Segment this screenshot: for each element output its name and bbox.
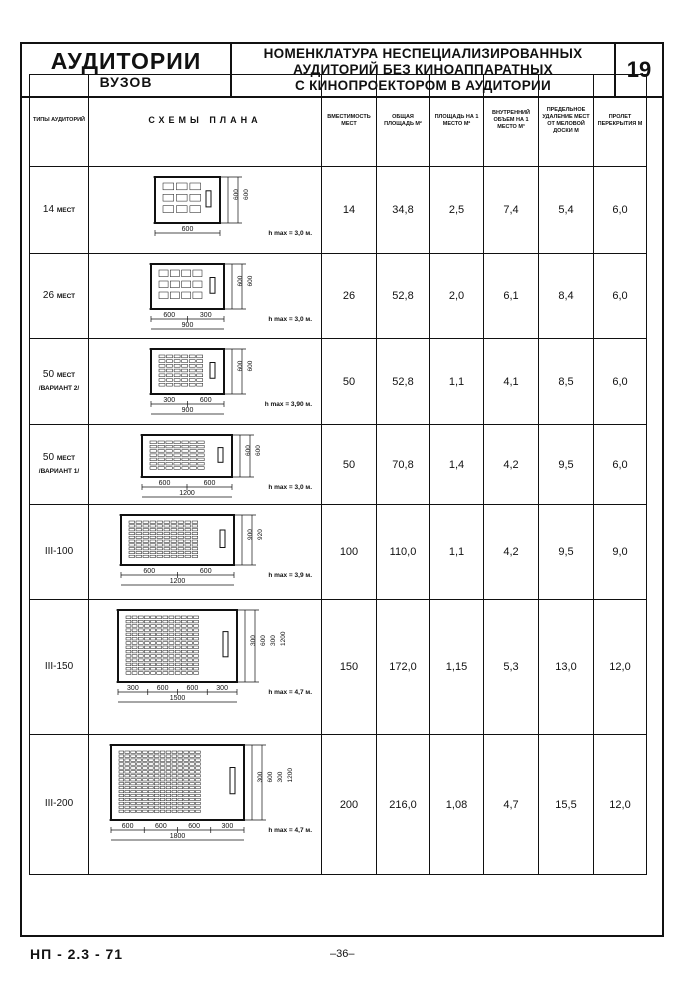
dimension-label: 600 — [237, 360, 244, 371]
dimension-label: 600 — [199, 396, 212, 404]
dimension-label: 600 — [143, 567, 156, 575]
col-type: ТИПЫ АУДИТОРИЙ — [30, 75, 89, 167]
seating-grid — [126, 616, 199, 674]
max-height-label: h max = 3,9 м. — [268, 571, 312, 579]
type-suffix: МЕСТ — [56, 371, 76, 379]
cell-area-per-seat: 1,1 — [430, 339, 484, 425]
cell-type — [30, 339, 89, 425]
dimension-label: 600 — [163, 311, 176, 319]
seating-grid — [119, 751, 200, 813]
seating-grid — [159, 355, 203, 386]
dimension-lines — [149, 264, 246, 309]
dimension-label: 600 — [247, 275, 254, 286]
room-outline — [111, 745, 244, 820]
cell-max-distance: 8,4 — [539, 254, 594, 339]
cell-span: 12,0 — [594, 600, 647, 735]
dimension-label: 300 — [257, 771, 264, 782]
subject-line-3: С КИНОПРОЕКТОРОМ В АУДИТОРИИ — [294, 78, 552, 93]
dimension-label: 600 — [255, 444, 262, 456]
dimension-label: 300 — [250, 634, 257, 646]
total-dimension-label: 900 — [181, 406, 194, 414]
cell-type — [30, 600, 89, 735]
auditoriums-table — [29, 74, 647, 875]
cell-span: 6,0 — [594, 254, 647, 339]
sheet-number: 19 — [626, 57, 652, 82]
total-dimension-label: 1800 — [169, 832, 186, 840]
dimension-label: 600 — [233, 188, 240, 200]
cell-type — [30, 167, 89, 254]
cell-capacity: 50 — [322, 425, 377, 505]
table-row — [30, 339, 647, 425]
dimension-label: 600 — [186, 684, 199, 692]
dimension-label: 600 — [243, 188, 250, 200]
seating-grid — [150, 441, 204, 469]
page-number: –36– — [330, 948, 355, 960]
col-span: ПРОЛЕТ ПЕРЕКРЫТИЯ М — [594, 75, 647, 167]
dimension-label: 900 — [247, 528, 254, 540]
dimension-label: 300 — [216, 684, 228, 692]
room-outline — [151, 264, 224, 309]
cell-volume-per-seat: 4,2 — [484, 505, 539, 600]
cell-area: 110,0 — [377, 505, 430, 600]
cell-volume-per-seat: 4,2 — [484, 425, 539, 505]
dimension-label: 600 — [267, 771, 274, 782]
floor-plan-drawing — [90, 256, 320, 337]
dimension-label: 600 — [237, 275, 244, 286]
seating-grid — [129, 521, 198, 558]
cell-plan — [89, 167, 322, 254]
table-body — [30, 167, 647, 875]
dimension-label: 300 — [270, 634, 277, 646]
dimension-label: 600 — [260, 634, 267, 646]
cell-volume-per-seat: 4,1 — [484, 339, 539, 425]
room-outline — [142, 435, 232, 477]
dimension-label: 300 — [221, 822, 234, 830]
seating-grid — [163, 183, 201, 213]
cell-plan — [89, 600, 322, 735]
max-height-label: h max = 4,7 м. — [268, 688, 312, 696]
cell-max-distance: 9,5 — [539, 505, 594, 600]
cell-volume-per-seat: 7,4 — [484, 167, 539, 254]
room-outline — [155, 177, 220, 223]
cell-area: 70,8 — [377, 425, 430, 505]
dimension-label: 600 — [247, 360, 254, 371]
cell-area: 52,8 — [377, 254, 430, 339]
cell-area: 52,8 — [377, 339, 430, 425]
room-outline — [118, 610, 237, 682]
cell-capacity: 50 — [322, 339, 377, 425]
type-label: 50 — [42, 451, 55, 463]
cell-area: 216,0 — [377, 735, 430, 875]
type-label: 14 — [42, 203, 55, 215]
cell-capacity: 14 — [322, 167, 377, 254]
cell-span: 6,0 — [594, 339, 647, 425]
subject-line-2: АУДИТОРИЙ БЕЗ КИНОАППАРАТНЫХ — [293, 62, 553, 77]
dimension-lines — [149, 349, 246, 394]
cell-volume-per-seat: 4,7 — [484, 735, 539, 875]
table-row — [30, 600, 647, 735]
dimension-label: 1200 — [280, 631, 287, 646]
seating-grid — [159, 270, 202, 299]
dimension-label: 920 — [257, 528, 264, 540]
max-height-label: h max = 4,7 м. — [268, 826, 312, 834]
floor-plan-drawing — [90, 169, 320, 252]
col-max-distance: ПРЕДЕЛЬНОЕ УДАЛЕНИЕ МЕСТ ОТ МЕЛОВОЙ ДОСКИ М — [539, 75, 594, 167]
cell-volume-per-seat: 6,1 — [484, 254, 539, 339]
cell-span: 6,0 — [594, 167, 647, 254]
title-main: АУДИТОРИИ — [50, 48, 202, 74]
dimension-label: 600 — [203, 479, 216, 487]
table-row — [30, 167, 647, 254]
cell-area: 34,8 — [377, 167, 430, 254]
cell-max-distance: 5,4 — [539, 167, 594, 254]
type-label: 50 — [42, 368, 55, 380]
cell-max-distance: 13,0 — [539, 600, 594, 735]
type-suffix: МЕСТ — [56, 292, 76, 300]
table-row — [30, 425, 647, 505]
type-note: /ВАРИАНТ 1/ — [38, 467, 80, 475]
floor-plan-drawing — [90, 737, 320, 873]
cell-max-distance: 9,5 — [539, 425, 594, 505]
cell-capacity: 26 — [322, 254, 377, 339]
floor-plan-drawing — [90, 507, 320, 598]
type-label: III-200 — [44, 798, 74, 809]
total-dimension-label: 1200 — [179, 489, 195, 497]
cell-plan — [89, 425, 322, 505]
subject-line-1: НОМЕНКЛАТУРА НЕСПЕЦИАЛИЗИРОВАННЫХ — [263, 46, 583, 61]
dimension-label: 600 — [181, 225, 194, 233]
col-capacity: ВМЕСТИМОСТЬ МЕСТ — [322, 75, 377, 167]
cell-span: 12,0 — [594, 735, 647, 875]
floor-plan-drawing — [90, 427, 320, 503]
document-code: НП - 2.3 - 71 — [30, 946, 124, 962]
room-outline — [151, 349, 224, 394]
cell-type — [30, 254, 89, 339]
cell-plan — [89, 254, 322, 339]
max-height-label: h max = 3,90 м. — [264, 400, 312, 408]
cell-volume-per-seat: 5,3 — [484, 600, 539, 735]
cell-max-distance: 8,5 — [539, 339, 594, 425]
cell-max-distance: 15,5 — [539, 735, 594, 875]
cell-area: 172,0 — [377, 600, 430, 735]
dimension-label: 1200 — [287, 767, 294, 782]
cell-capacity: 200 — [322, 735, 377, 875]
dimension-label: 600 — [188, 822, 200, 830]
dimension-label: 300 — [199, 311, 212, 319]
dimension-lines — [153, 177, 242, 223]
cell-area-per-seat: 1,15 — [430, 600, 484, 735]
type-suffix: МЕСТ — [56, 206, 76, 214]
title-sub: ВУЗОВ — [99, 74, 153, 90]
cell-type — [30, 735, 89, 875]
cell-area-per-seat: 2,0 — [430, 254, 484, 339]
type-note: /ВАРИАНТ 2/ — [38, 384, 80, 392]
cell-plan — [89, 505, 322, 600]
table-header-row — [30, 75, 647, 167]
cell-area-per-seat: 1,08 — [430, 735, 484, 875]
cell-plan — [89, 339, 322, 425]
total-dimension-label: 1200 — [169, 577, 186, 585]
dimension-label: 300 — [127, 684, 139, 692]
type-suffix: МЕСТ — [56, 454, 76, 462]
table-row — [30, 735, 647, 875]
cell-type — [30, 425, 89, 505]
cell-plan — [89, 735, 322, 875]
max-height-label: h max = 3,0 м. — [268, 229, 312, 237]
dimension-label: 600 — [156, 684, 169, 692]
table-row — [30, 505, 647, 600]
room-outline — [121, 515, 234, 565]
total-dimension-label: 900 — [181, 321, 194, 329]
dimension-lines — [140, 435, 254, 477]
cell-area-per-seat: 1,1 — [430, 505, 484, 600]
cell-area-per-seat: 1,4 — [430, 425, 484, 505]
floor-plan-drawing — [90, 602, 320, 733]
col-area: ОБЩАЯ ПЛОЩАДЬ М² — [377, 75, 430, 167]
cell-capacity: 150 — [322, 600, 377, 735]
dimension-label: 600 — [121, 822, 134, 830]
col-volume-per-seat: ВНУТРЕННИЙ ОБЪЕМ НА 1 МЕСТО М³ — [484, 75, 539, 167]
cell-capacity: 100 — [322, 505, 377, 600]
cell-span: 6,0 — [594, 425, 647, 505]
cell-span: 9,0 — [594, 505, 647, 600]
dimension-label: 600 — [245, 444, 252, 456]
type-label: 26 — [42, 289, 55, 301]
floor-plan-drawing — [90, 341, 320, 423]
dimension-label: 300 — [163, 396, 176, 404]
total-dimension-label: 1500 — [169, 694, 186, 702]
dimension-label: 300 — [277, 771, 284, 782]
cell-type — [30, 505, 89, 600]
table-row — [30, 254, 647, 339]
max-height-label: h max = 3,0 м. — [268, 315, 312, 323]
dimension-label: 600 — [199, 567, 212, 575]
type-label: III-100 — [44, 545, 74, 557]
dimension-label: 600 — [158, 479, 171, 487]
dimension-label: 600 — [155, 822, 167, 830]
col-area-per-seat: ПЛОЩАДЬ НА 1 МЕСТО М² — [430, 75, 484, 167]
cell-area-per-seat: 2,5 — [430, 167, 484, 254]
max-height-label: h max = 3,0 м. — [268, 483, 312, 491]
col-plan: СХЕМЫ ПЛАНА — [89, 75, 322, 167]
type-label: III-150 — [44, 660, 74, 672]
